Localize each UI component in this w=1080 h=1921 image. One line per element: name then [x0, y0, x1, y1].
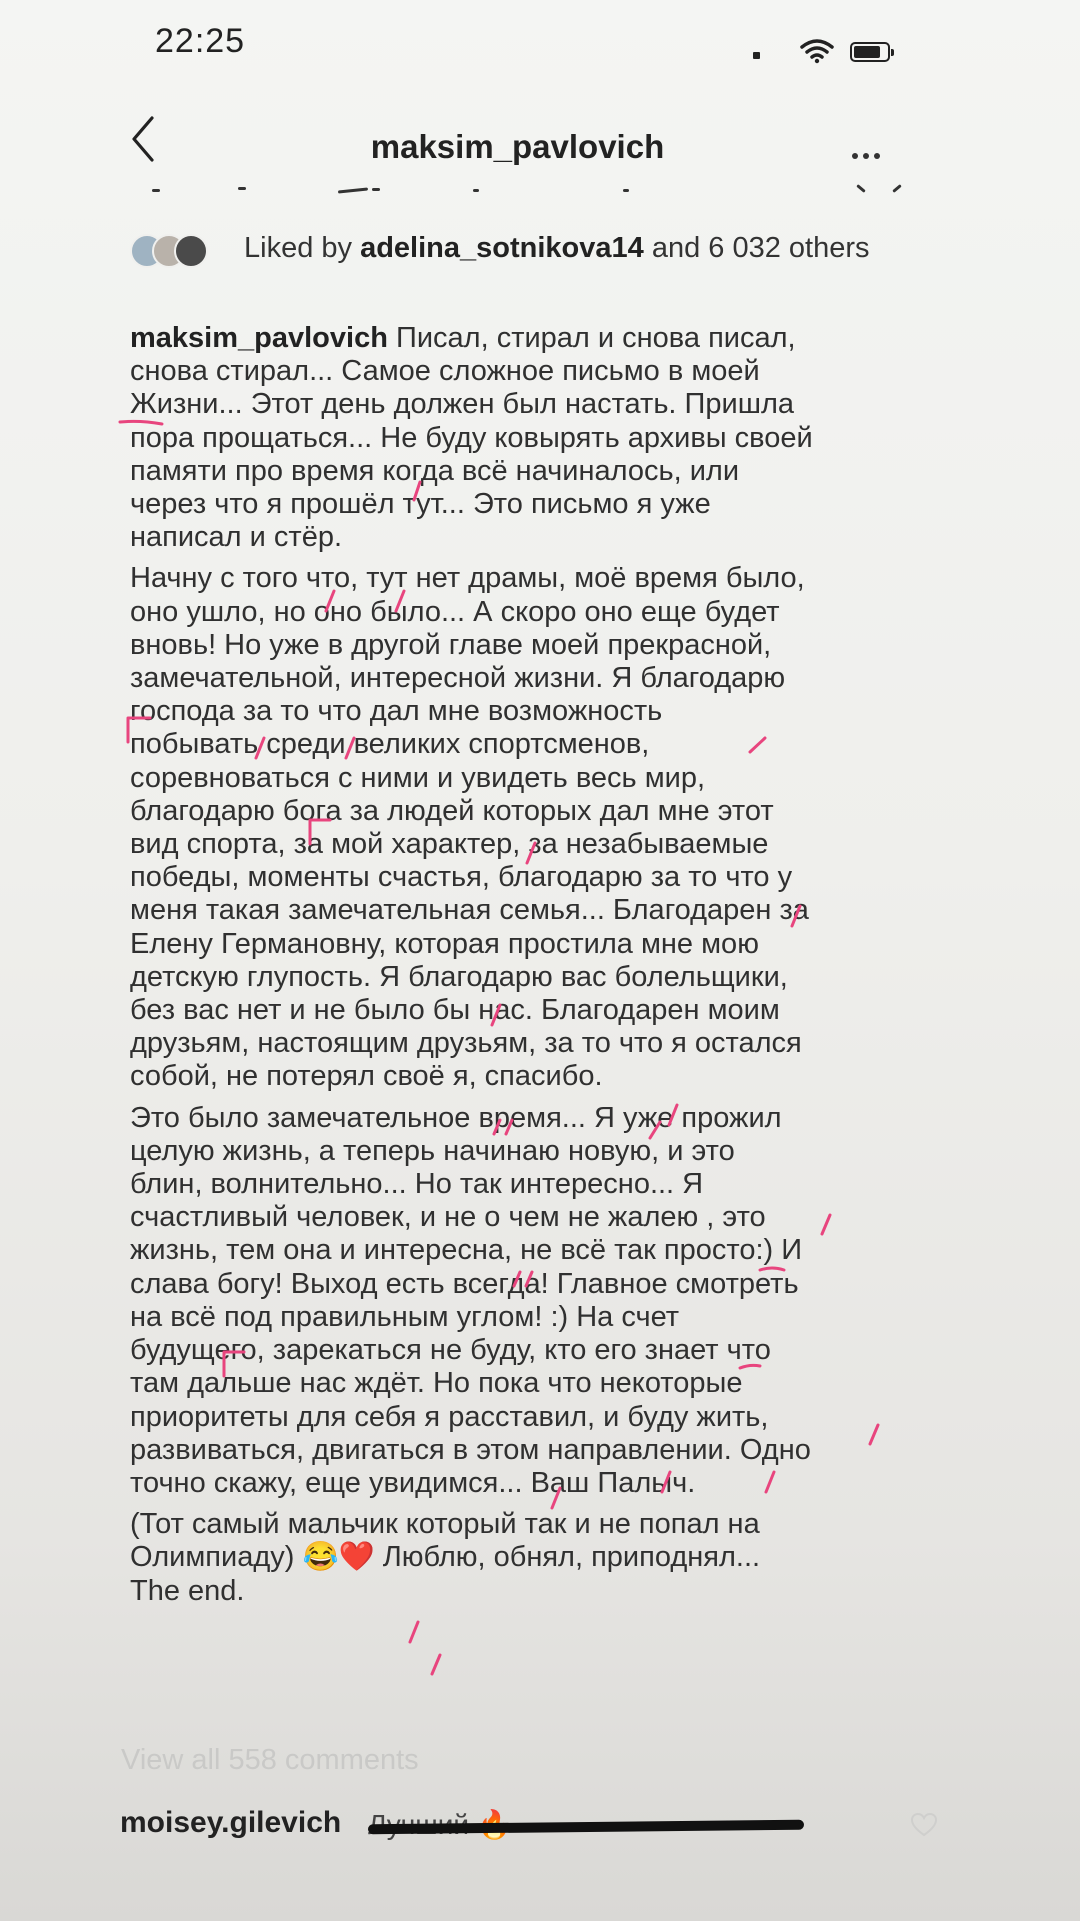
- ink-mark: [410, 1622, 418, 1642]
- battery-icon: [850, 42, 890, 62]
- comment-username[interactable]: moisey.gilevich: [120, 1806, 342, 1839]
- comment-row: [120, 1806, 940, 1846]
- status-time: 22:25: [155, 22, 246, 60]
- nav-bar: [0, 100, 1080, 180]
- post-caption: [130, 322, 920, 1616]
- liker-username[interactable]: adelina_sotnikova14: [360, 232, 644, 264]
- caption-paragraph: [130, 322, 920, 554]
- likes-count: and 6 032 others: [643, 232, 870, 264]
- caption-username[interactable]: maksim_pavlovich: [130, 322, 388, 354]
- liker-avatars: [130, 234, 210, 274]
- wifi-icon: [800, 38, 834, 64]
- more-options-icon[interactable]: [852, 146, 885, 164]
- status-bar: [0, 0, 1080, 80]
- signal-icon: [753, 52, 760, 59]
- caption-text: Писал, стирал и снова писал, снова стирал... Самое сложное письмо в моей Жизни... Этот день должен был настать. Пришла пора прощаться... Не буду ковырять архивы своей памяти про время когда всё начиналось, или через что я прошёл тут... Это письмо я уже написал и стёр.: [130, 322, 813, 554]
- ink-mark: [432, 1655, 440, 1674]
- cropped-content-strip: [140, 183, 920, 203]
- caption-paragraph: Начну с того что, тут нет драмы, моё время было, оно ушло, но оно было... А скоро оно еще будет вновь! Но уже в другой главе моей прекрасной, замечательной, интересной жизни. Я благодарю господа за то что дал мне возможность побывать среди великих спортсменов, соревноваться с ними и увидеть весь мир, благодарю бога за людей которых дал мне этот вид спорта, за мой характер, за незабываемые победы, моменты счастья, благодарю за то что у меня такая замечательная семья... Благодарен за Елену Германовну, которая простила мне мою детскую глупость. Я благодарю вас болельщики, без вас нет и не было бы нас. Благодарен моим друзьям, настоящим друзьям, за то что я остался собой, не потерял своё я, спасибо.: [130, 562, 809, 1093]
- likes-text: [244, 232, 944, 265]
- likes-prefix: Liked by: [244, 232, 361, 264]
- view-all-comments-link[interactable]: View all 558 comments: [121, 1744, 419, 1776]
- avatar: [174, 234, 208, 268]
- caption-paragraph: Это было замечательное время... Я уже прожил целую жизнь, а теперь начинаю новую, и это блин, волнительно... Но так интересно... Я счастливый человек, и не о чем не жалею , это жизнь, тем она и интересна, не всё так просто:) И слава богу! Выход есть всегда! Главное смотреть на всё под правильным углом! :) На счет будущего, зарекаться не буду, кто его знает что там дальше нас ждёт. Но пока что некоторые приоритеты для себя я расставил, и буду жить, развиваться, двигаться в этом направлении. Одно точно скажу, еще увидимся... Ваш Палыч.: [130, 1101, 811, 1499]
- page-title: maksim_pavlovich: [370, 128, 665, 165]
- caption-paragraph: (Тот самый мальчик который так и не попал на Олимпиаду) 😂❤️ Люблю, обнял, приподнял... The end.: [130, 1508, 761, 1607]
- heart-icon[interactable]: [910, 1812, 938, 1838]
